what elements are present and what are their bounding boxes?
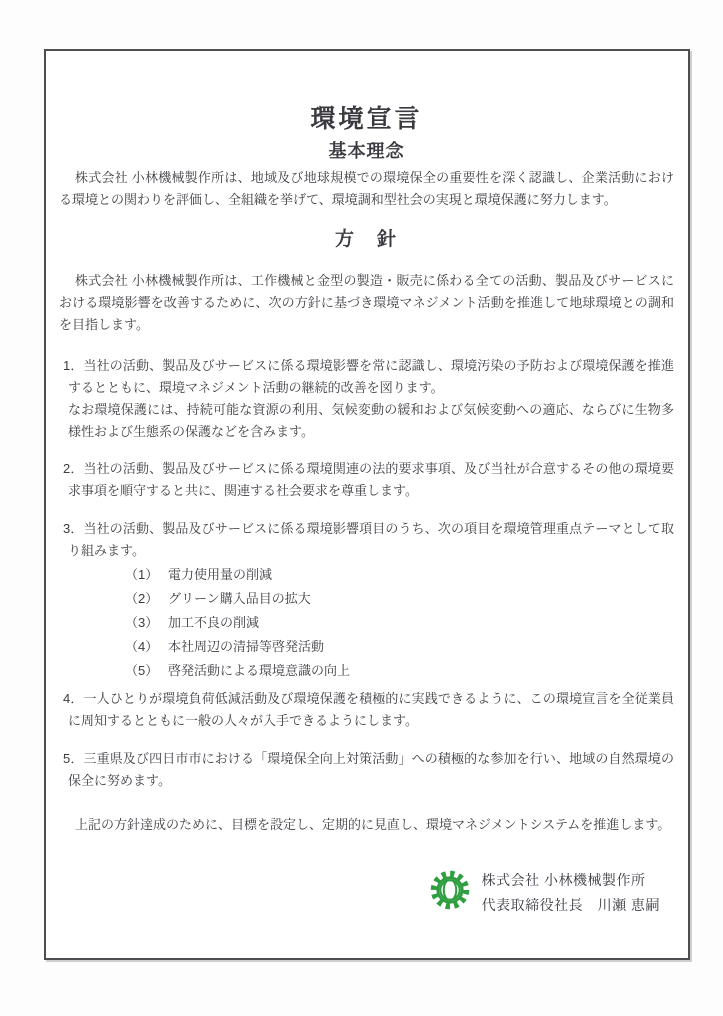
policy-intro: 株式会社 小林機械製作所は、工作機械と金型の製造・販売に係わる全ての活動、製品及びサービスにおける環境影響を改善するために、次の方針に基づき環境マネジメント活動を推進して地球環境との調和を目指します。 <box>59 273 674 332</box>
list-item <box>59 659 674 683</box>
item-number: 4． <box>63 691 84 706</box>
item-number: 5． <box>63 751 84 766</box>
item-text: 一人ひとりが環境負荷低減活動及び環境保護を積極的に実践できるように、この環境宣言を全従業員に周知するとともに一般の人々が入手できるようにします。 <box>68 691 674 728</box>
item-text: 三重県及び四日市市における「環境保全向上対策活動」への積極的な参加を行い、地域の自然環境の保全に努めます。 <box>68 751 674 788</box>
list-item <box>59 563 674 587</box>
item-number: 2． <box>63 461 84 476</box>
company-name: 株式会社 小林機械製作所 <box>481 872 646 888</box>
subitem-number: （4） <box>125 639 159 654</box>
signature-block <box>59 868 674 918</box>
item-number: 3． <box>63 521 84 536</box>
policy-heading: 方 針 <box>334 229 398 250</box>
signature-text <box>482 868 660 918</box>
item-number: 1． <box>63 358 84 373</box>
policy-item-1 <box>59 355 674 443</box>
subitem-number: （1） <box>125 567 159 582</box>
item-text: 当社の活動、製品及びサービスに係る環境関連の法的要求事項、及び当社が合意するその他の環境要求事項を順守すると共に、関連する社会要求を尊重します。 <box>68 461 674 498</box>
policy-item-5 <box>59 748 674 792</box>
subitem-number: （2） <box>125 591 159 606</box>
item-text: 当社の活動、製品及びサービスに係る環境影響項目のうち、次の項目を環境管理重点テーマとして取り組みます。 <box>68 521 674 558</box>
policy-item-3 <box>59 518 674 562</box>
philosophy-body: 株式会社 小林機械製作所は、地域及び地球規模での環境保全の重要性を深く認識し、企業活動における環境との関わりを評価し、全組織を挙げて、環境調和型社会の実現と環境保護に努力します。 <box>59 170 674 207</box>
philosophy-heading: 基本理念 <box>328 141 405 161</box>
document-border-frame <box>44 49 690 960</box>
subitem-text: 本社周辺の清掃等啓発活動 <box>168 639 325 654</box>
company-logo-gear-icon <box>430 870 470 910</box>
focus-theme-list <box>59 563 674 683</box>
policy-item-4 <box>59 688 674 732</box>
item-text: 当社の活動、製品及びサービスに係る環境影響を常に認識し、環境汚染の予防および環境保護を推進するとともに、環境マネジメント活動の継続的改善を図ります。 <box>68 358 674 395</box>
list-item <box>59 635 674 659</box>
list-item <box>59 611 674 635</box>
president-name: 代表取締役社長 川瀬 恵嗣 <box>481 897 660 913</box>
closing-statement: 上記の方針達成のために、目標を設定し、定期的に見直し、環境マネジメントシステムを推進します。 <box>75 817 671 832</box>
subitem-text: 加工不良の削減 <box>168 615 260 630</box>
item-note: なお環境保護には、持続可能な資源の利用、気候変動の緩和および気候変動への適応、ならびに生物多様性および生態系の保護などを含みます。 <box>68 402 674 439</box>
subitem-number: （5） <box>125 663 159 678</box>
subitem-text: グリーン購入品目の拡大 <box>168 591 311 606</box>
list-item <box>59 587 674 611</box>
subitem-number: （3） <box>125 615 159 630</box>
subitem-text: 電力使用量の削減 <box>168 567 273 582</box>
policy-item-2 <box>59 458 674 502</box>
document-title: 環境宣言 <box>310 105 423 133</box>
subitem-text: 啓発活動による環境意識の向上 <box>168 663 351 678</box>
